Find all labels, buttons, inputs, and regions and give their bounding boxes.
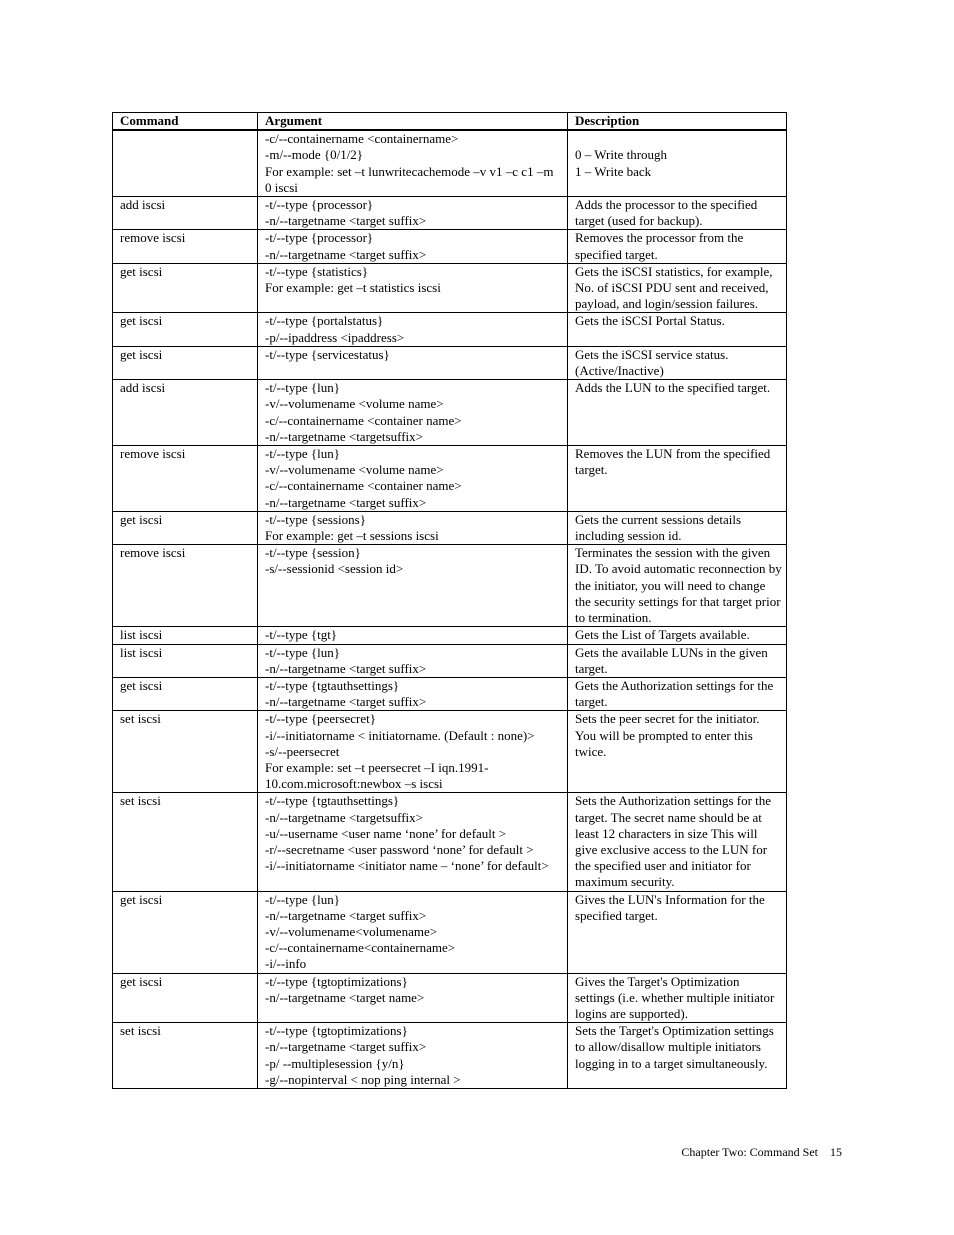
cell-command: get iscsi bbox=[113, 511, 258, 544]
cell-argument: -c/--containername <containername> -m/--mode {0/1/2} For example: set –t lunwritecachemode –v v1 –c c1 –m 0 iscsi bbox=[258, 130, 568, 196]
cell-command: remove iscsi bbox=[113, 545, 258, 627]
table-row bbox=[113, 545, 787, 627]
cell-command: list iscsi bbox=[113, 627, 258, 644]
cell-description: Terminates the session with the given ID. To avoid automatic reconnection by the initiator, you will need to change the security settings for that target prior to termination. bbox=[568, 545, 787, 627]
table-row bbox=[113, 263, 787, 313]
cell-description: Gets the iSCSI Portal Status. bbox=[568, 313, 787, 346]
cell-command: remove iscsi bbox=[113, 230, 258, 263]
table-row bbox=[113, 446, 787, 512]
cell-argument: -t/--type {tgtoptimizations} -n/--targetname <target suffix> -p/ --multiplesession {y/n} -g/--nopinterval < nop ping internal > bbox=[258, 1023, 568, 1089]
cell-argument: -t/--type {lun} -v/--volumename <volume name> -c/--containername <container name> -n/--targetname <targetsuffix> bbox=[258, 380, 568, 446]
cell-description: Gets the available LUNs in the given target. bbox=[568, 644, 787, 677]
cell-description: Gets the Authorization settings for the target. bbox=[568, 677, 787, 710]
table-body bbox=[113, 130, 787, 1088]
table-row bbox=[113, 130, 787, 196]
cell-command bbox=[113, 130, 258, 196]
cell-command: set iscsi bbox=[113, 1023, 258, 1089]
footer-page-number: 15 bbox=[830, 1145, 842, 1159]
cell-argument: -t/--type {sessions} For example: get –t sessions iscsi bbox=[258, 511, 568, 544]
cell-argument: -t/--type {statistics} For example: get –t statistics iscsi bbox=[258, 263, 568, 313]
cell-command: set iscsi bbox=[113, 793, 258, 891]
cell-description: Sets the peer secret for the initiator. You will be prompted to enter this twice. bbox=[568, 711, 787, 793]
cell-command: get iscsi bbox=[113, 263, 258, 313]
cell-description: Gives the LUN's Information for the specified target. bbox=[568, 891, 787, 973]
table-row bbox=[113, 1023, 787, 1089]
cell-argument: -t/--type {tgtoptimizations} -n/--targetname <target name> bbox=[258, 973, 568, 1023]
footer-chapter: Chapter Two: Command Set bbox=[681, 1145, 818, 1159]
cell-argument: -t/--type {servicestatus} bbox=[258, 346, 568, 379]
cell-description: 0 – Write through 1 – Write back bbox=[568, 130, 787, 196]
header-argument: Argument bbox=[258, 113, 568, 131]
cell-argument: -t/--type {tgtauthsettings} -n/--targetname <targetsuffix> -u/--username <user name ‘none’ for default > -r/--secretname <user password ‘none’ for default > -i/--initiatorname <initiator name – ‘none’ for default> bbox=[258, 793, 568, 891]
table-row bbox=[113, 677, 787, 710]
cell-command: remove iscsi bbox=[113, 446, 258, 512]
cell-command: get iscsi bbox=[113, 677, 258, 710]
cell-command: get iscsi bbox=[113, 346, 258, 379]
cell-argument: -t/--type {lun} -n/--targetname <target suffix> -v/--volumename<volumename> -c/--containername<containername> -i/--info bbox=[258, 891, 568, 973]
cell-command: list iscsi bbox=[113, 644, 258, 677]
table-row bbox=[113, 346, 787, 379]
cell-command: add iscsi bbox=[113, 380, 258, 446]
cell-description: Gets the current sessions details including session id. bbox=[568, 511, 787, 544]
cell-description: Adds the processor to the specified target (used for backup). bbox=[568, 197, 787, 230]
cell-argument: -t/--type {peersecret} -i/--initiatorname < initiatorname. (Default : none)> -s/--peersecret For example: set –t peersecret –I iqn.1991-10.com.microsoft:newbox –s iscsi bbox=[258, 711, 568, 793]
cell-description: Sets the Authorization settings for the target. The secret name should be at least 12 characters in size This will give exclusive access to the LUN for the specified user and initiator for maximum security. bbox=[568, 793, 787, 891]
cell-command: get iscsi bbox=[113, 891, 258, 973]
table-row bbox=[113, 973, 787, 1023]
cell-description: Gives the Target's Optimization settings (i.e. whether multiple initiator logins are supported). bbox=[568, 973, 787, 1023]
cell-description: Adds the LUN to the specified target. bbox=[568, 380, 787, 446]
cell-argument: -t/--type {lun} -n/--targetname <target suffix> bbox=[258, 644, 568, 677]
cell-command: get iscsi bbox=[113, 973, 258, 1023]
cell-argument: -t/--type {session} -s/--sessionid <session id> bbox=[258, 545, 568, 627]
table-row bbox=[113, 644, 787, 677]
table-row bbox=[113, 313, 787, 346]
cell-argument: -t/--type {tgt} bbox=[258, 627, 568, 644]
cell-command: add iscsi bbox=[113, 197, 258, 230]
cell-description: Gets the iSCSI statistics, for example, No. of iSCSI PDU sent and received, payload, and login/session failures. bbox=[568, 263, 787, 313]
cell-description: Gets the iSCSI service status. (Active/Inactive) bbox=[568, 346, 787, 379]
table-row bbox=[113, 891, 787, 973]
cell-command: get iscsi bbox=[113, 313, 258, 346]
table-row bbox=[113, 197, 787, 230]
cell-description: Removes the processor from the specified target. bbox=[568, 230, 787, 263]
header-description: Description bbox=[568, 113, 787, 131]
table-row bbox=[113, 511, 787, 544]
cell-description: Removes the LUN from the specified target. bbox=[568, 446, 787, 512]
cell-argument: -t/--type {processor} -n/--targetname <target suffix> bbox=[258, 197, 568, 230]
cell-argument: -t/--type {processor} -n/--targetname <target suffix> bbox=[258, 230, 568, 263]
page-footer bbox=[600, 1145, 842, 1160]
table-row bbox=[113, 380, 787, 446]
cell-argument: -t/--type {portalstatus} -p/--ipaddress <ipaddress> bbox=[258, 313, 568, 346]
cell-description: Sets the Target's Optimization settings to allow/disallow multiple initiators logging in to a target simultaneously. bbox=[568, 1023, 787, 1089]
cell-description: Gets the List of Targets available. bbox=[568, 627, 787, 644]
table-row bbox=[113, 230, 787, 263]
command-table bbox=[112, 112, 787, 1089]
header-row bbox=[113, 113, 787, 131]
cell-argument: -t/--type {lun} -v/--volumename <volume name> -c/--containername <container name> -n/--targetname <target suffix> bbox=[258, 446, 568, 512]
table-row bbox=[113, 711, 787, 793]
cell-argument: -t/--type {tgtauthsettings} -n/--targetname <target suffix> bbox=[258, 677, 568, 710]
table-row bbox=[113, 627, 787, 644]
table-row bbox=[113, 793, 787, 891]
cell-command: set iscsi bbox=[113, 711, 258, 793]
header-command: Command bbox=[113, 113, 258, 131]
